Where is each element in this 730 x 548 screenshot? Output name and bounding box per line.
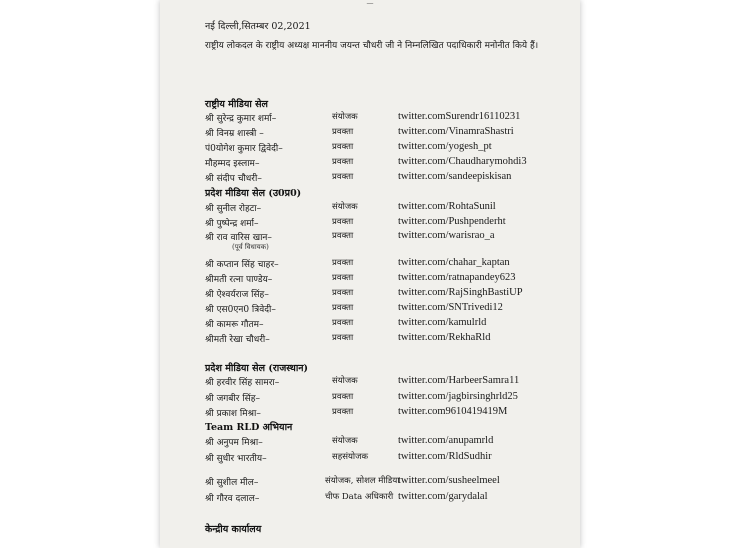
member-role: प्रवक्ता	[332, 333, 354, 343]
document-page	[160, 0, 580, 548]
member-role: संयोजक	[332, 436, 358, 446]
member-twitter: twitter.com/jagbirsinghrld25	[398, 391, 518, 402]
member-role: प्रवक्ता	[332, 407, 354, 417]
member-twitter: twitter.com/warisrao_a	[398, 230, 495, 241]
member-row	[205, 156, 575, 170]
member-name: श्री हरवीर सिंह सामरा–	[205, 378, 280, 388]
member-twitter: twitter.com/HarbeerSamra11	[398, 375, 520, 386]
footer-office: केन्द्रीय कार्यालय	[205, 524, 262, 535]
member-row	[205, 491, 575, 505]
member-row	[205, 257, 575, 271]
member-role: प्रवक्ता	[332, 303, 354, 313]
member-row	[205, 435, 575, 449]
member-twitter: twitter.com/susheelmeel	[398, 475, 500, 486]
member-twitter: twitter.com/Chaudharymohdi3	[398, 156, 527, 167]
member-name: श्री अनुपम मिश्रा–	[205, 438, 263, 448]
member-name: श्री विनम्र शास्त्री –	[205, 129, 264, 139]
member-name: श्री संदीप चौधरी–	[205, 174, 262, 184]
member-role: प्रवक्ता	[332, 142, 354, 152]
member-row	[205, 302, 575, 316]
member-name: श्री सुशील मील–	[205, 478, 259, 488]
member-twitter: twitter.com/RekhaRld	[398, 332, 491, 343]
member-twitter: twitter.com/garydalal	[398, 491, 488, 502]
member-row	[205, 375, 575, 389]
section-heading-rajasthan-media: प्रदेश मीडिया सेल (राजस्थान)	[205, 363, 309, 374]
member-row	[205, 230, 575, 244]
member-role: प्रवक्ता	[332, 288, 354, 298]
member-twitter: twitter.com/yogesh_pt	[398, 141, 492, 152]
member-row	[205, 201, 575, 215]
member-role: संयोजक	[332, 202, 358, 212]
member-name: श्री जगबीर सिंह–	[205, 394, 261, 404]
member-row	[205, 141, 575, 155]
member-role: सहसंयोजक	[332, 452, 368, 462]
member-row	[205, 317, 575, 331]
member-name: श्री प्रकाश मिश्रा–	[205, 409, 261, 419]
member-row	[205, 126, 575, 140]
member-name: श्री सुधीर भारतीय–	[205, 454, 267, 464]
member-row	[205, 391, 575, 405]
member-note: (पूर्व विधायक)	[232, 243, 269, 251]
member-role: प्रवक्ता	[332, 392, 354, 402]
member-role: प्रवक्ता	[332, 231, 354, 241]
intro-paragraph: राष्ट्रीय लोकदल के राष्ट्रीय अध्यक्ष माननीय जयन्त चौधरी जी ने निम्नलिखित पदाधिकारी मनोनीत किये हैं।	[205, 41, 539, 51]
section-heading-team-rld: Team RLD अभियान	[205, 422, 293, 433]
member-twitter: twitter.com/sandeepiskisan	[398, 171, 512, 182]
member-name: श्री गौरव दलाल–	[205, 494, 260, 504]
member-row	[205, 272, 575, 286]
member-name: श्री कामरू गौतम–	[205, 320, 264, 330]
member-twitter: twitter.com/Pushpenderht	[398, 216, 506, 227]
member-twitter: twitter.com/chahar_kaptan	[398, 257, 510, 268]
member-row	[205, 332, 575, 346]
member-twitter: twitter.comSurendr16110231	[398, 111, 521, 122]
member-role: प्रवक्ता	[332, 318, 354, 328]
top-strip: —	[366, 0, 374, 7]
member-role: प्रवक्ता	[332, 172, 354, 182]
member-row	[205, 287, 575, 301]
member-twitter: twitter.com/ratnapandey623	[398, 272, 516, 283]
member-role: प्रवक्ता	[332, 127, 354, 137]
member-twitter: twitter.com9610419419M	[398, 406, 508, 417]
member-twitter: twitter.com/RohtaSunil	[398, 201, 496, 212]
member-twitter: twitter.com/SNTrivedi12	[398, 302, 503, 313]
member-twitter: twitter.com/anupamrld	[398, 435, 494, 446]
member-twitter: twitter.com/VinamraShastri	[398, 126, 514, 137]
member-row	[205, 475, 575, 489]
member-row	[205, 406, 575, 420]
member-role: प्रवक्ता	[332, 157, 354, 167]
member-row	[205, 451, 575, 465]
member-name: श्री ऐश्वर्यराज सिंह–	[205, 290, 269, 300]
section-heading-national-media: राष्ट्रीय मीडिया सेल	[205, 99, 268, 110]
member-name: श्रीमती रेखा चौधरी–	[205, 335, 270, 345]
member-name: पं0योगेश कुमार द्विवेदी–	[205, 144, 283, 154]
member-row	[205, 171, 575, 185]
section-heading-up-media: प्रदेश मीडिया सेल (उ0प्र0)	[205, 188, 302, 199]
member-name: मौहम्मद इस्लाम–	[205, 159, 260, 169]
date-line: नई दिल्ली,सितम्बर 02,2021	[205, 21, 311, 32]
member-role: चीफ Data अधिकारी	[325, 492, 394, 502]
member-role: संयोजक	[332, 112, 358, 122]
member-name: श्री सुरेन्द्र कुमार शर्मा–	[205, 114, 277, 124]
member-twitter: twitter.com/kamulrld	[398, 317, 487, 328]
member-name: श्री राव वारिस खान–	[205, 233, 272, 243]
member-twitter: twitter.com/RldSudhir	[398, 451, 492, 462]
member-name: श्रीमती रत्ना पाण्डेय–	[205, 275, 273, 285]
member-role: संयोजक	[332, 376, 358, 386]
member-name: श्री सुनील रोहटा–	[205, 204, 262, 214]
member-role: संयोजक, सोशल मीडिया	[325, 476, 400, 486]
member-row	[205, 111, 575, 125]
member-role: प्रवक्ता	[332, 273, 354, 283]
member-twitter: twitter.com/RajSinghBastiUP	[398, 287, 523, 298]
member-row	[205, 216, 575, 230]
member-role: प्रवक्ता	[332, 217, 354, 227]
member-name: श्री कप्तान सिंह चाहर–	[205, 260, 279, 270]
member-role: प्रवक्ता	[332, 258, 354, 268]
member-name: श्री पुष्पेन्द्र शर्मा–	[205, 219, 259, 229]
member-name: श्री एस0एन0 त्रिवेदी–	[205, 305, 276, 315]
